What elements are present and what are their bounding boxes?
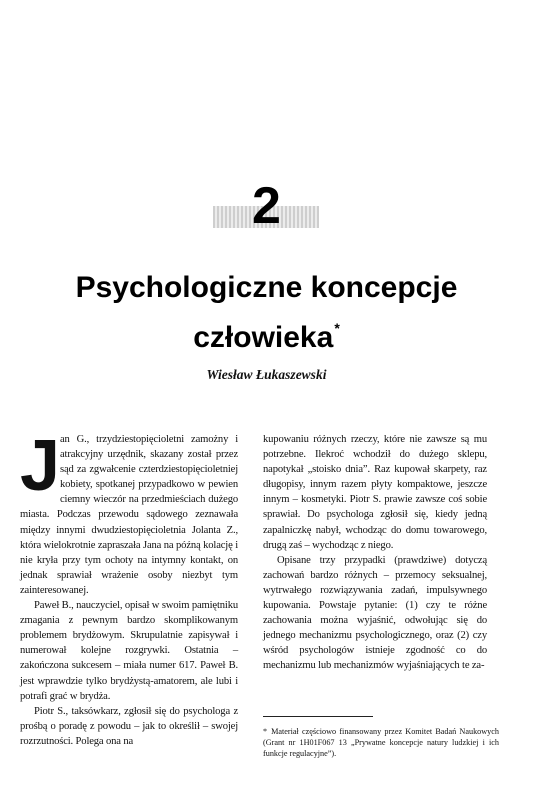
drop-cap: J (20, 426, 60, 506)
paragraph-case-piotr: Piotr S., taksówkarz, zgłosił się do psychologa z prośbą o poradę z powodu – jak to określił – swojej rozrzutności. Polega ona na (20, 705, 238, 747)
footnote (263, 726, 499, 759)
chapter-title (0, 268, 533, 358)
title-footnote-marker: * (334, 320, 340, 336)
paragraph-case-jan: an G., trzydziestopięcioletni zamożny i atrakcyjny urzędnik, skazany został przez sąd za zgwałcenie czterdziestopięcioletniej kobiety, spotkanej przypadkowo w pewien ciemny wieczór na przedmieściach dużego miasta. Podczas przewodu sądowego zeznawała między innymi dwudziestopięcioletnia Jolanta Z., która wielokrotnie zapraszała Jana na późną kolację i nie kryła przy tym ochoty na intymny kontakt, on jednak sprawiał wrażenie osoby niezbyt tym zainteresowanej. (20, 434, 238, 596)
right-column (263, 432, 487, 674)
author-name: Wiesław Łukaszewski (206, 367, 327, 382)
chapter-number: 2 (252, 177, 281, 235)
chapter-title-text: Psychologiczne koncepcje człowieka (75, 271, 458, 354)
paragraph-case-pawel: Paweł B., nauczyciel, opisał w swoim pamiętniku zmagania z pewnym bardzo skomplikowanym problemem brydżowym. Skrupulatnie zapisywał i numerował kolejne rozgrywki. Ostatnia – zakończona sukcesem – miała numer 617. Paweł B. jest wprawdzie tylko brydżystą-amatorem, ale lubi i potrafi grać w brydża. (20, 600, 238, 702)
paragraph-case-piotr-continued: kupowaniu różnych rzeczy, które nie zawsze są mu potrzebne. Ilekroć wchodził do dużego sklepu, napotykał „stoisko dnia”. Raz kupował skarpety, raz długopisy, innym razem płyty kompaktowe, jeszcze innym – kosmetyki. Piotr S. prawie zawsze coś sobie sprawiał. Do psychologa zgłosił się, kiedy jedną zapalniczkę nabył, wchodząc do domu towarowego, drugą zaś – wychodząc z niego. (263, 434, 487, 551)
footnote-marker: * (263, 727, 268, 736)
paragraph-cases-summary: Opisane trzy przypadki (prawdziwe) dotyczą zachowań bardzo różnych – przemocy seksualnej, wytrwałego rozwiązywania zadań, impulsywnego kupowania. Powstaje pytanie: (1) czy te różne zachowania można wyjaśnić, odwołując się do jednego mechanizmu psychologicznego, oraz (2) czy wśród psychologów istnieje zgodność co do mechanizmu lub mechanizmów wyjaśniających te za- (263, 554, 487, 672)
footnote-text: Materiał częściowo finansowany przez Komitet Badań Naukowych (Grant nr 1H01F067 13 „Prywatne koncepcje natury ludzkiej i ich funkcje regulacyjne”). (263, 727, 499, 758)
left-column (20, 426, 238, 749)
footnote-divider (263, 716, 373, 717)
